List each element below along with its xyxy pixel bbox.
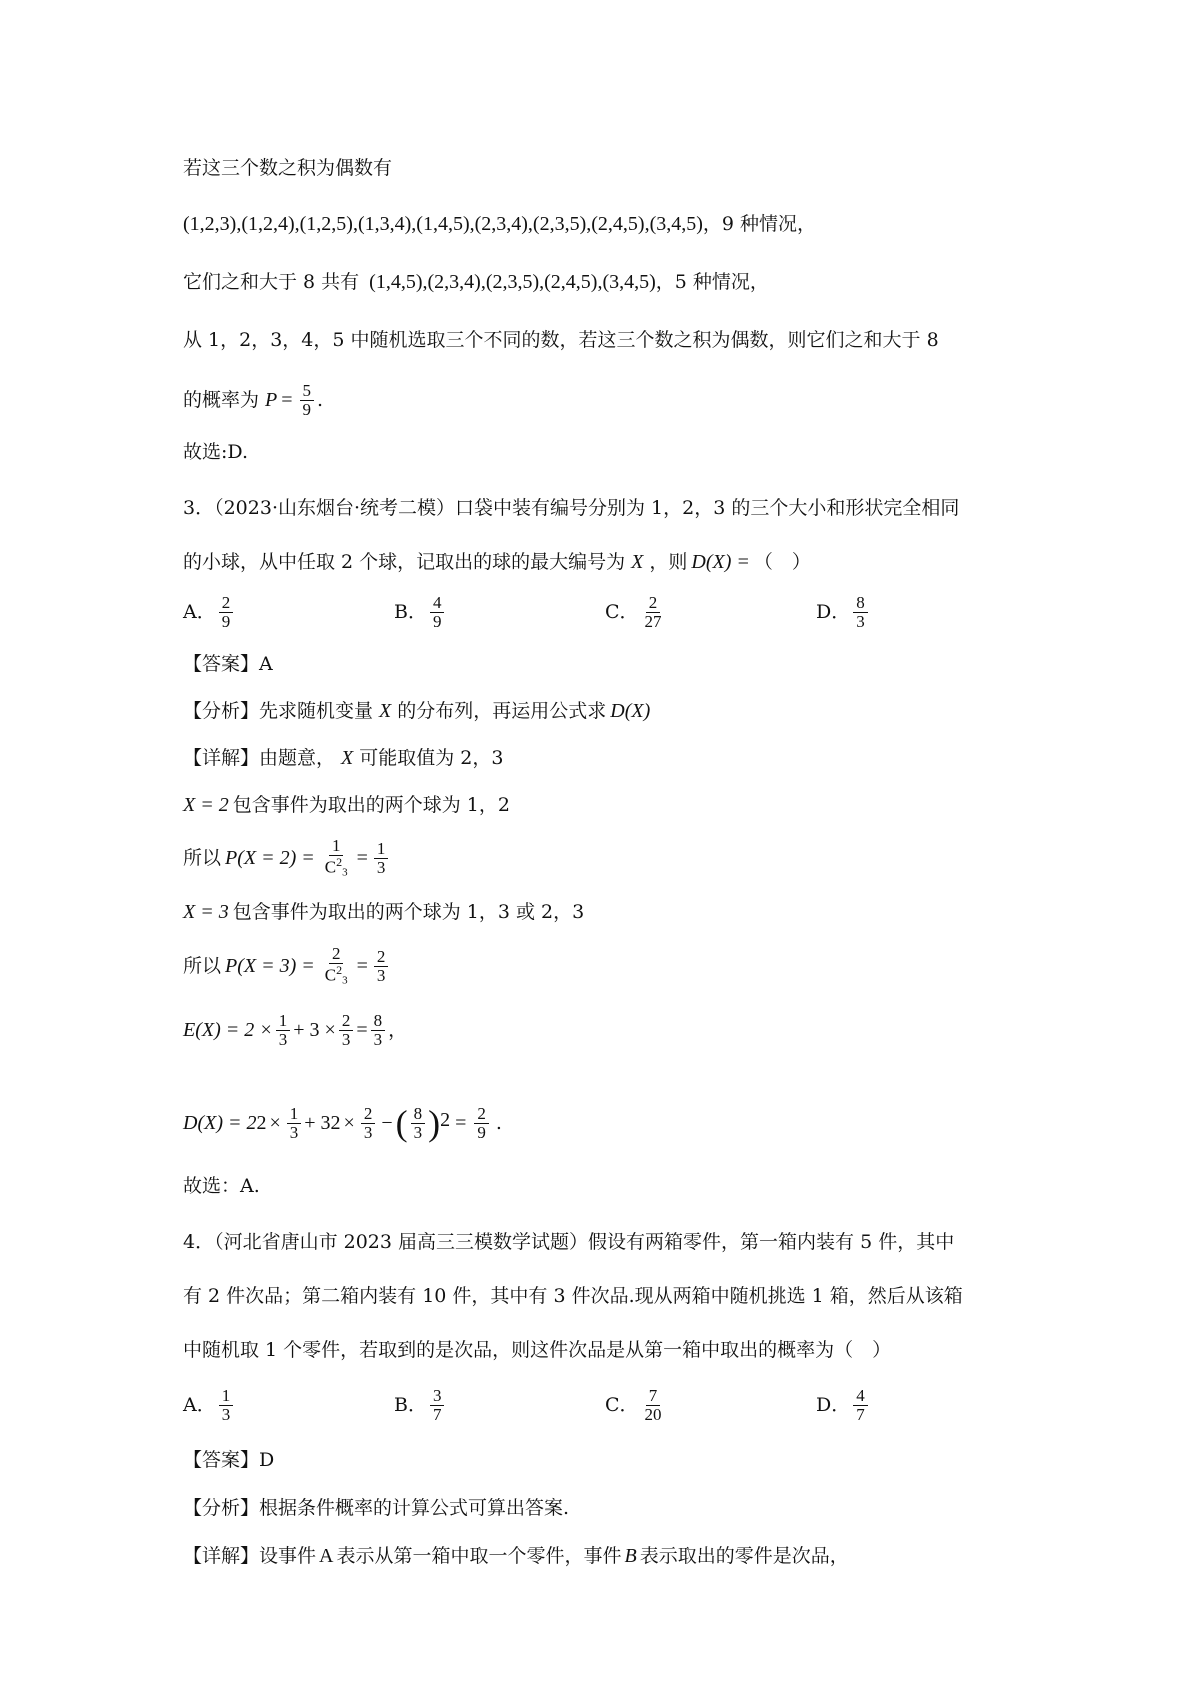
numerator: 8 xyxy=(411,1105,426,1124)
math-expr: X = 2 xyxy=(183,794,229,816)
text-fragment: 表示取出的零件是次品， xyxy=(639,1545,849,1567)
fraction xyxy=(219,1387,234,1424)
option-a xyxy=(183,1381,394,1429)
superscript: 2 xyxy=(330,1112,341,1134)
text-fragment: （ ） xyxy=(753,551,811,573)
denominator: 3 xyxy=(856,611,865,631)
math-var: X xyxy=(631,551,644,573)
fraction xyxy=(374,948,389,985)
denominator: 3 xyxy=(221,1404,231,1424)
option-label: B． xyxy=(394,1394,427,1416)
text-fragment: 的概率为 xyxy=(183,389,260,411)
math-expr: + 3 × xyxy=(293,1019,336,1041)
math-var: A xyxy=(319,1545,334,1567)
detail-line xyxy=(183,1532,1050,1580)
option-b xyxy=(394,588,605,636)
analysis-line: 【分析】根据条件概率的计算公式可算出答案. xyxy=(183,1497,570,1519)
numerator: 1 xyxy=(287,1105,302,1124)
text-fragment: 【详解】由题意， xyxy=(183,747,336,769)
option-b xyxy=(394,1381,605,1429)
numerator: 8 xyxy=(371,1012,386,1031)
numerator: 7 xyxy=(646,1387,661,1406)
numerator: 5 xyxy=(300,382,315,401)
numerator: 1 xyxy=(374,840,389,859)
math-op: − xyxy=(381,1112,393,1134)
text-fragment: 所以 xyxy=(183,847,222,869)
text-line: 故选：A. xyxy=(183,1175,260,1197)
denominator: 3 xyxy=(376,965,386,985)
math-expr: D(X) = xyxy=(691,551,750,573)
numerator: 1 xyxy=(329,837,344,856)
text-fragment: 包含事件为取出的两个球为 1，2 xyxy=(232,794,510,816)
math-op: = xyxy=(356,847,368,869)
option-d xyxy=(816,588,1027,636)
denominator xyxy=(322,964,351,987)
text-line xyxy=(183,781,1050,829)
text-fragment: 可能取值为 2，3 xyxy=(359,747,504,769)
numerator: 2 xyxy=(646,594,661,613)
denominator: 3 xyxy=(376,857,386,877)
denominator xyxy=(322,856,351,879)
math-expr: D(X) = 2 xyxy=(183,1112,257,1134)
formula-line xyxy=(183,936,1050,996)
subscript: 3 xyxy=(342,866,348,879)
denominator: 7 xyxy=(856,1404,865,1424)
superscript: 2 xyxy=(440,1109,451,1131)
math-var: B xyxy=(624,1545,637,1567)
numerator: 2 xyxy=(329,945,344,964)
denominator: 7 xyxy=(432,1404,442,1424)
fraction xyxy=(430,594,445,631)
math-expr: X = 3 xyxy=(183,901,229,923)
text-fragment: ，9 种情况， xyxy=(702,213,817,235)
denominator: 3 xyxy=(413,1122,423,1142)
question-stem: 4．（河北省唐山市 2023 届高三三模数学试题）假设有两箱零件，第一箱内装有 5 件，其中 xyxy=(183,1231,955,1253)
fraction xyxy=(371,1012,386,1049)
text-fragment: 【分析】先求随机变量 xyxy=(183,700,374,722)
text-line xyxy=(183,372,1050,428)
math-tuples: (1,2,3),(1,2,4),(1,2,5),(1,3,4),(1,4,5),(2,3,4),(2,3,5),(2,4,5),(3,4,5) xyxy=(183,213,703,235)
fraction xyxy=(339,1012,354,1049)
fraction xyxy=(322,945,351,987)
math-op: × xyxy=(343,1112,355,1134)
numerator: 2 xyxy=(339,1012,354,1031)
math-expr: P(X = 3) = xyxy=(225,955,315,977)
formula-line xyxy=(183,1088,1050,1158)
option-label: A． xyxy=(183,601,216,623)
math-op: = xyxy=(281,389,293,411)
text-line: 从 1，2，3，4，5 中随机选取三个不同的数，若这三个数之积为偶数，则它们之和大于 8 xyxy=(183,329,939,351)
denominator: 9 xyxy=(432,611,442,631)
math-expr: D(X) xyxy=(610,700,651,722)
fraction xyxy=(853,594,868,631)
text-fragment: 表示从第一箱中取一个零件，事件 xyxy=(336,1545,622,1567)
numerator: 3 xyxy=(430,1387,445,1406)
fraction xyxy=(411,1105,426,1142)
denominator: 20 xyxy=(644,1404,662,1424)
denominator: 9 xyxy=(477,1122,486,1142)
text-fragment: 的分布列，再运用公式求 xyxy=(397,700,607,722)
denominator: 9 xyxy=(221,611,231,631)
math-tuples: (1,4,5),(2,3,4),(2,3,5),(2,4,5),(3,4,5) xyxy=(369,271,656,293)
math-op: = xyxy=(455,1112,467,1134)
option-a xyxy=(183,588,394,636)
fraction xyxy=(853,1387,868,1424)
fraction xyxy=(642,1387,665,1424)
math-op: = xyxy=(356,1019,368,1041)
question-stem: 中随机取 1 个零件，若取到的是次品，则这件次品是从第一箱中取出的概率为（ ） xyxy=(183,1339,892,1361)
left-paren: ( xyxy=(395,1103,408,1143)
option-label: D． xyxy=(816,1394,851,1416)
superscript: 2 xyxy=(336,962,343,977)
numerator: 1 xyxy=(276,1012,291,1031)
numerator: 4 xyxy=(853,1387,868,1406)
option-label: D． xyxy=(816,601,851,623)
options-row xyxy=(183,584,1050,640)
denominator: 3 xyxy=(341,1029,351,1049)
answer-line: 【答案】A xyxy=(183,653,273,675)
text-line xyxy=(183,200,1050,248)
option-label: C． xyxy=(605,601,639,623)
math-expr: P(X = 2) = xyxy=(225,847,315,869)
superscript: 2 xyxy=(256,1112,267,1134)
numerator: 1 xyxy=(219,1387,234,1406)
fraction xyxy=(374,840,389,877)
option-label: B． xyxy=(394,601,427,623)
question-stem: 3．（2023·山东烟台·统考二模）口袋中装有编号分别为 1，2，3 的三个大小和形状完全相同 xyxy=(183,497,960,519)
right-paren: ) xyxy=(428,1103,441,1143)
text-fragment: ， xyxy=(388,1019,408,1041)
text-fragment: 所以 xyxy=(183,955,222,977)
denominator: 3 xyxy=(289,1122,299,1142)
numerator: 2 xyxy=(374,948,389,967)
fraction xyxy=(474,1105,489,1142)
text-fragment: ，则 xyxy=(649,551,688,573)
superscript: 2 xyxy=(336,854,343,869)
math-op: × xyxy=(269,1112,281,1134)
text-fragment: . xyxy=(317,389,324,411)
text-fragment: 【详解】设事件 xyxy=(183,1545,317,1567)
denominator: 9 xyxy=(302,399,312,419)
text-line: 若这三个数之积为偶数有 xyxy=(183,157,393,179)
fraction xyxy=(361,1105,376,1142)
option-label: A． xyxy=(183,1394,216,1416)
fraction xyxy=(300,382,315,419)
text-fragment: 的小球，从中任取 2 个球，记取出的球的最大编号为 xyxy=(183,551,626,573)
math-var: X xyxy=(341,747,354,769)
math-var: P xyxy=(265,389,278,411)
answer-line: 【答案】D xyxy=(183,1449,275,1471)
numerator: 8 xyxy=(853,594,868,613)
text-fragment: 它们之和大于 8 共有 xyxy=(183,271,360,293)
analysis-line xyxy=(183,687,1050,735)
text-fragment: . xyxy=(495,1112,502,1134)
question-stem: 有 2 件次品；第二箱内装有 10 件，其中有 3 件次品.现从两箱中随机挑选 1 箱，然后从该箱 xyxy=(183,1285,963,1307)
math-expr: + 3 xyxy=(304,1112,331,1134)
denominator: 3 xyxy=(278,1029,288,1049)
fraction xyxy=(430,1387,445,1424)
text-fragment: 包含事件为取出的两个球为 1，3 或 2，3 xyxy=(232,901,585,923)
numerator: 2 xyxy=(474,1105,489,1124)
denominator: 3 xyxy=(373,1029,383,1049)
math-op: = xyxy=(356,955,368,977)
option-d xyxy=(816,1381,1027,1429)
text-line: 故选:D. xyxy=(183,441,248,463)
option-label: C． xyxy=(605,1394,639,1416)
fraction xyxy=(287,1105,302,1142)
option-c xyxy=(605,1381,816,1429)
text-line xyxy=(183,258,1050,306)
fraction xyxy=(219,594,234,631)
combination-symbol: C xyxy=(324,857,337,877)
detail-line xyxy=(183,734,1050,782)
question-stem xyxy=(183,538,1050,586)
math-var: X xyxy=(379,700,392,722)
text-fragment: ，5 种情况， xyxy=(655,271,769,293)
formula-line xyxy=(183,1000,1050,1060)
denominator: 3 xyxy=(363,1122,373,1142)
fraction xyxy=(322,837,351,879)
formula-line xyxy=(183,828,1050,888)
numerator: 2 xyxy=(361,1105,376,1124)
numerator: 2 xyxy=(219,594,234,613)
text-line xyxy=(183,888,1050,936)
options-row xyxy=(183,1376,1050,1434)
subscript: 3 xyxy=(342,974,348,987)
numerator: 4 xyxy=(430,594,445,613)
denominator: 27 xyxy=(644,611,662,631)
combination-symbol: C xyxy=(324,965,337,985)
option-c xyxy=(605,588,816,636)
fraction xyxy=(642,594,665,631)
fraction xyxy=(276,1012,291,1049)
math-expr: E(X) = 2 × xyxy=(183,1019,273,1041)
